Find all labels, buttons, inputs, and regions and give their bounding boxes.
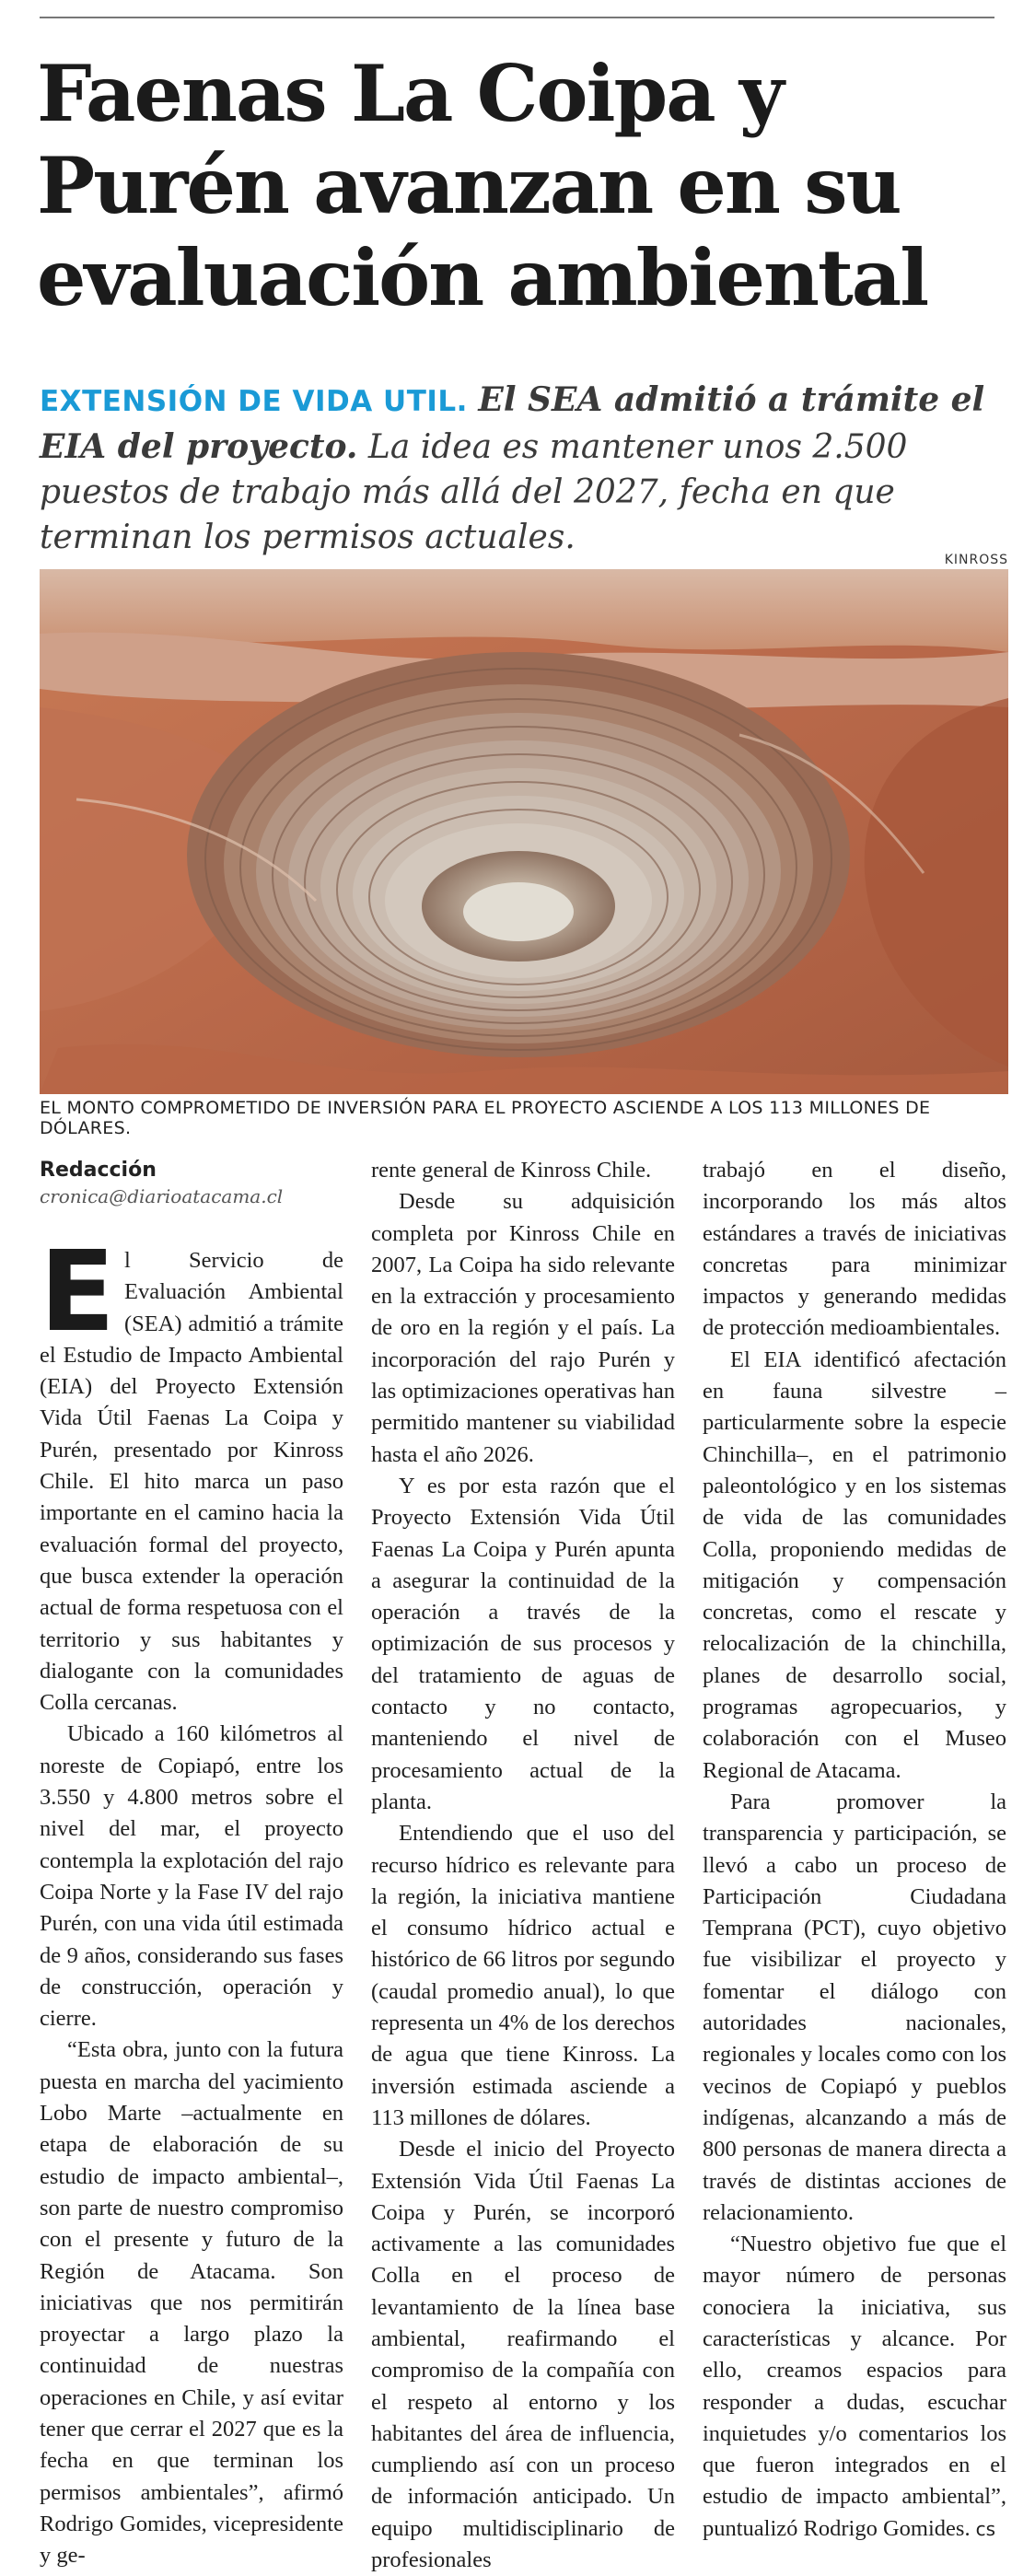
paragraph: rente general de Kinross Chile. xyxy=(371,1158,652,1183)
byline xyxy=(40,1159,343,1207)
paragraph: Desde su adquisición completa por Kinross Chile en 2007, La Coipa ha sido relevante en la extracción y procesamiento de oro en la región y el país. La incorporación del rajo Purén y las optimizaciones operativas han permitido mantener su viabilidad hasta el año 2026. xyxy=(371,1189,675,1467)
headline: Faenas La Coipa y Purén avanzan en su evaluación ambiental xyxy=(37,48,928,323)
author-name: Redacción xyxy=(40,1159,157,1182)
drop-cap: E xyxy=(40,1229,115,1357)
paragraph: El EIA identificó afectación en fauna silvestre –particularmente sobre la especie Chinchilla–, en el patrimonio paleontológico y en los sistemas de vida de las comunidades Colla, proponiendo medidas de mitigación y compensación concretas, como el rescate y relocalización de la chinchilla, planes de desarrollo social, programas agropecuarios, y colaboración con el Museo Regional de Atacama. xyxy=(703,1346,1006,1783)
paragraph xyxy=(40,1229,343,1719)
paragraph: Desde el inicio del Proyecto Extensión Vida Útil Faenas La Coipa y Purén, se incorporó activamente a las comunidades Colla en el proceso de levantamiento de la línea base ambiental, reafirmando el compromiso de la compañía con el respeto al entorno y los habitantes del área de influencia, cumpliendo así con un proceso de información anticipado. Un equipo multidisciplinario de profesionales xyxy=(371,2137,675,2573)
paragraph-text: “Nuestro objetivo fue que el mayor número de personas conociera la iniciativa, sus características y alcance. Por ello, creamos espacios para responder a dudas, escuchar inquietudes y/o comentarios los que fueron integrados en el estudio de impacto ambiental”, puntualizó Rodrigo Gomides. xyxy=(703,2232,1006,2541)
text-column-3 xyxy=(703,1155,1006,2545)
author-email[interactable]: cronica@diarioatacama.cl xyxy=(40,1185,284,1207)
paragraph: Para promover la transparencia y participación, se llevó a cabo un proceso de Participación Ciudadana Temprana (PCT), cuyo objetivo fue visibilizar el proyecto y fomentar el diálogo con autoridades nacionales, regionales y locales como con los vecinos de Copiapó y pueblos indígenas, alcanzando a más de 800 personas de manera directa a través de distintas acciones de relacionamiento. xyxy=(703,1789,1006,2225)
open-pit-mine-illustration xyxy=(40,569,1008,1094)
deck-text: La idea es mantener unos 2.500 puestos de trabajo más allá del 2027, fecha en que terminan los permisos actuales. xyxy=(40,428,908,556)
mine-photo xyxy=(40,569,1008,1094)
text-column-1 xyxy=(40,1229,343,2571)
paragraph: Y es por esta razón que el Proyecto Extensión Vida Útil Faenas La Coipa y Purén apunta a asegurar la continuidad de la operación a través de la optimización de sus procesos y del tratamiento de aguas de contacto y no contacto, manteniendo el nivel de procesamiento actual de la planta. xyxy=(371,1473,675,1814)
paragraph: “Esta obra, junto con la futura puesta en marcha del yacimiento Lobo Marte –actualmente en etapa de elaboración de su estudio de impacto ambiental–, son parte de nuestro compromiso con el presente y futuro de la Región de Atacama. Son iniciativas que nos permitirán proyectar a largo plazo la continuidad de nuestras operaciones en Chile, y así evitar tener que cerrar el 2027 que es la fecha en que terminan los permisos ambientales”, afirmó Rodrigo Gomides, vicepresidente y ge- xyxy=(40,2037,343,2569)
end-mark-icon: cs xyxy=(975,2517,995,2540)
top-rule xyxy=(40,17,994,18)
paragraph: trabajó en el diseño, incorporando los más altos estándares a través de iniciativas concretas para minimizar impactos y generando medidas de protección medioambientales. xyxy=(703,1158,1006,1341)
text-column-2 xyxy=(371,1155,675,2576)
deck xyxy=(40,378,1016,560)
kicker: EXTENSIÓN DE VIDA UTIL. xyxy=(40,385,468,418)
photo-caption: EL MONTO COMPROMETIDO DE INVERSIÓN PARA EL PROYECTO ASCIENDE A LOS 113 MILLONES DE DÓLARES. xyxy=(40,1098,931,1138)
paragraph-text: l Servicio de Evaluación Ambiental (SEA) admitió a trámite el Estudio de Impacto Ambiental (EIA) del Proyecto Extensión Vida Útil Faenas La Coipa y Purén, presentado por Kinross Chile. El hito marca un paso importante en el camino hacia la evaluación formal del proyecto, que busca extender la operación actual de forma respetuosa con el territorio y sus habitantes y dialogante con la comunidades Colla cercanas. xyxy=(40,1248,343,1716)
photo-credit: KINROSS xyxy=(944,553,1008,567)
paragraph: Ubicado a 160 kilómetros al noreste de Copiapó, entre los 3.550 y 4.800 metros sobre el nivel del mar, el proyecto contempla la explotación del rajo Coipa Norte y la Fase IV del rajo Purén, con una vida útil estimada de 9 años, considerando sus fases de construcción, operación y cierre. xyxy=(40,1721,343,2032)
paragraph: Entendiendo que el uso del recurso hídrico es relevante para la región, la iniciativa mantiene el consumo hídrico actual e histórico de 66 litros por segundo (caudal promedio anual), lo que representa un 4% de los derechos de agua que tiene Kinross. La inversión estimada asciende a 113 millones de dólares. xyxy=(371,1821,675,2130)
paragraph xyxy=(703,2229,1006,2545)
deck-lead: El SEA admitió a trámite el EIA del proyecto. xyxy=(40,380,985,466)
